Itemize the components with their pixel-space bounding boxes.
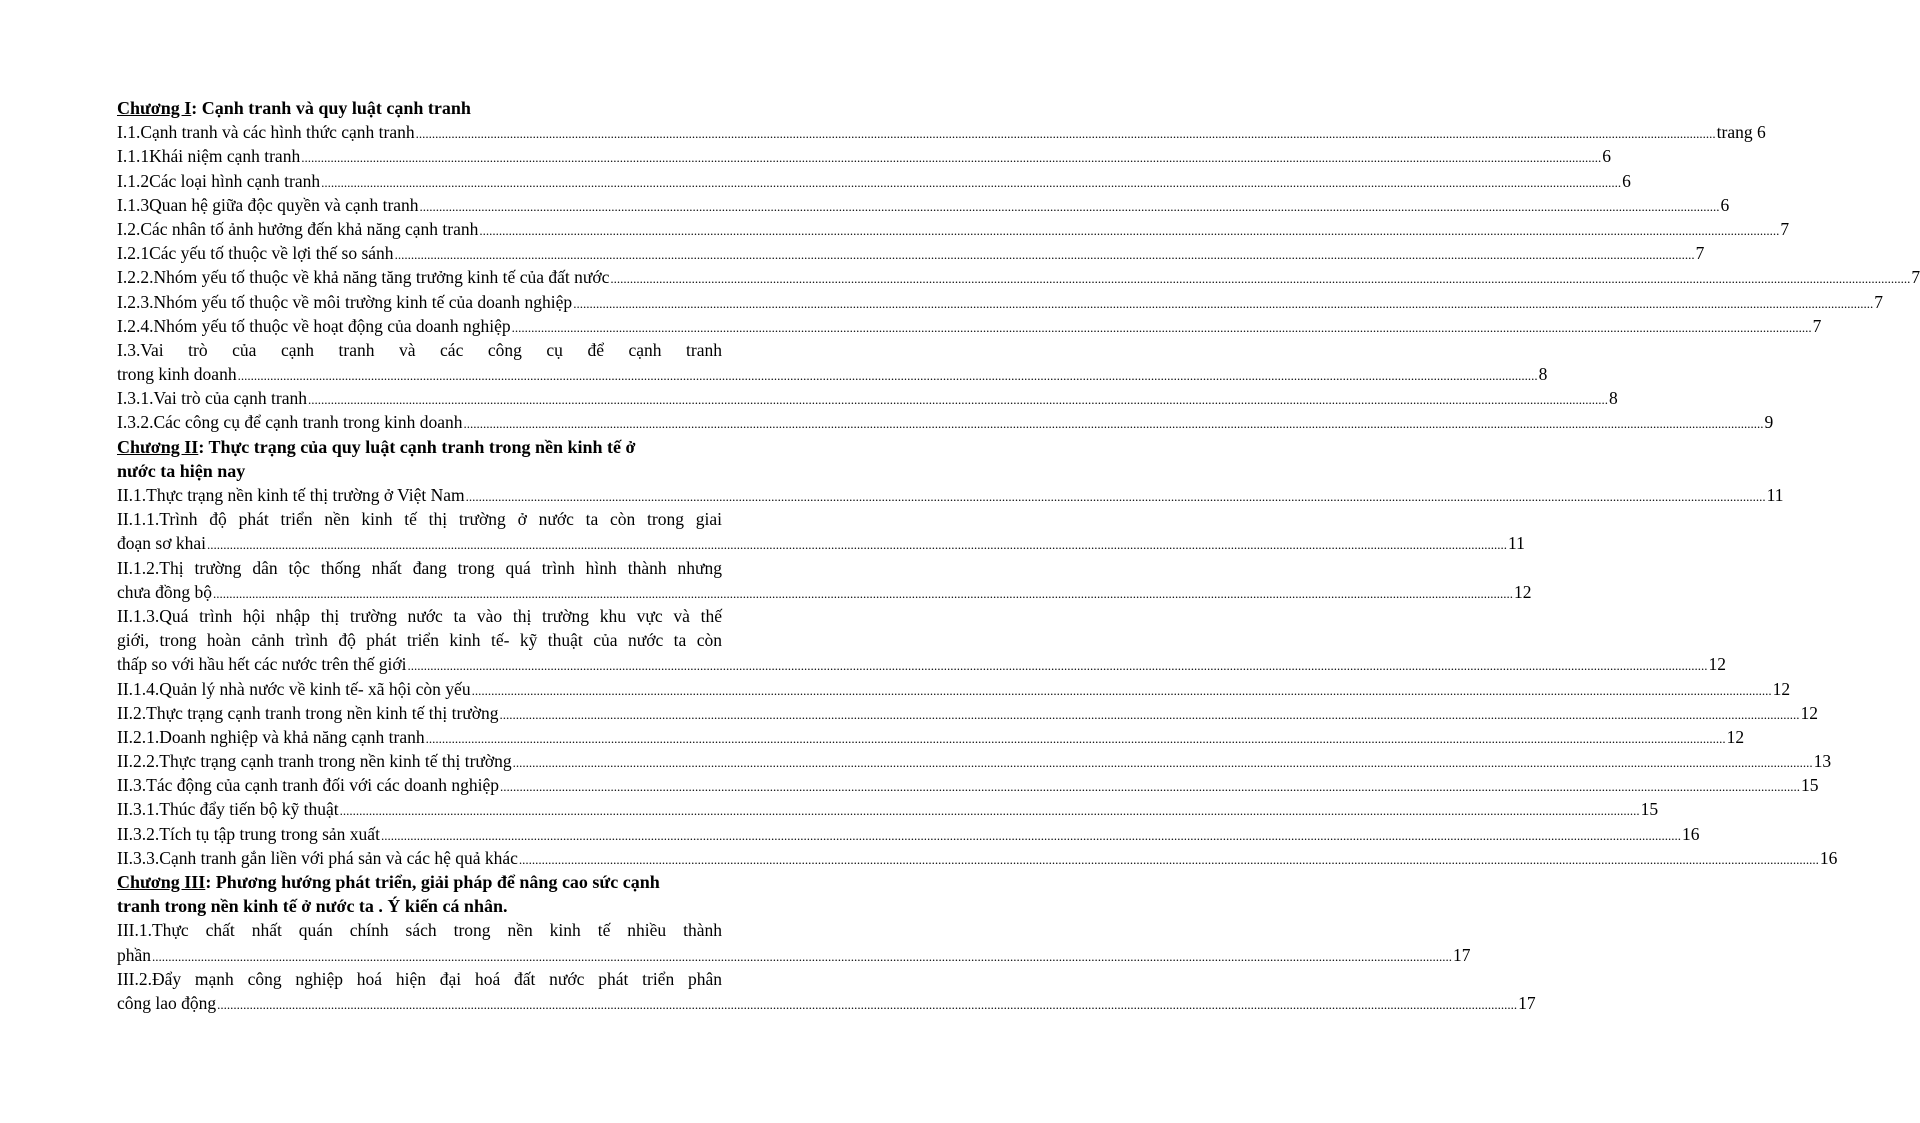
toc-entry-title: I.2.1Các yếu tố thuộc về lợi thế so sánh <box>117 243 394 264</box>
dot-leader: ................................................................................................................................................................................................................................................................................................................................................................................................................ <box>321 174 1622 190</box>
toc-page-number: 12 <box>1708 654 1726 675</box>
toc-text-line <box>117 604 722 628</box>
dot-leader: ................................................................................................................................................................................................................................................................................................................................................................................................................ <box>415 126 1716 142</box>
toc-text: III.2.Đẩy mạnh công nghiệp hoá hiện đại hoá đất nước phát triển phân <box>117 968 722 989</box>
toc-entry[interactable] <box>117 265 1920 289</box>
toc-page-number: 17 <box>1453 944 1471 965</box>
table-of-contents <box>117 96 1920 1015</box>
dot-leader: ................................................................................................................................................................................................................................................................................................................................................................................................................ <box>425 730 1726 746</box>
toc-page-number: 17 <box>1518 992 1536 1013</box>
toc-entry[interactable] <box>117 846 1838 870</box>
chapter-title: : Phương hướng phát triển, giải pháp để nâng cao sức cạnh <box>205 872 660 892</box>
toc-page-number: 15 <box>1800 775 1819 796</box>
toc-page-number: 7 <box>1695 243 1705 264</box>
dot-leader: ................................................................................................................................................................................................................................................................................................................................................................................................................ <box>573 295 1874 311</box>
toc-page-number: 7 <box>1780 218 1790 239</box>
dot-leader: ................................................................................................................................................................................................................................................................................................................................................................................................................ <box>511 319 1812 335</box>
toc-entry-title: thấp so với hầu hết các nước trên thế giới <box>117 654 407 675</box>
toc-entry-title: II.3.3.Cạnh tranh gắn liền với phá sản và các hệ quả khác <box>117 847 518 868</box>
dot-leader: ................................................................................................................................................................................................................................................................................................................................................................................................................ <box>499 779 1800 795</box>
toc-text-line <box>117 628 722 652</box>
chapter-title-cont-text: nước ta hiện nay <box>117 460 246 481</box>
toc-entry-title: II.1.4.Quản lý nhà nước về kinh tế- xã hội còn yếu <box>117 678 471 699</box>
chapter-heading <box>117 870 722 894</box>
toc-page-number: 12 <box>1726 726 1745 747</box>
toc-entry[interactable] <box>117 822 1700 846</box>
toc-text: II.1.3.Quá trình hội nhập thị trường nước ta vào thị trường khu vực và thế <box>117 605 722 626</box>
toc-entry-title: công lao động <box>117 992 217 1013</box>
toc-entry-title: I.1.1Khái niệm cạnh tranh <box>117 146 301 167</box>
dot-leader: ................................................................................................................................................................................................................................................................................................................................................................................................................ <box>512 755 1813 771</box>
chapter-label: Chương III <box>117 872 206 892</box>
dot-leader: ................................................................................................................................................................................................................................................................................................................................................................................................................ <box>465 489 1766 504</box>
dot-leader: ................................................................................................................................................................................................................................................................................................................................................................................................................ <box>237 368 1538 384</box>
toc-page-number: 16 <box>1681 823 1700 844</box>
toc-entry[interactable] <box>117 290 1883 314</box>
toc-entry-title: I.2.3.Nhóm yếu tố thuộc về môi trường kinh tế của doanh nghiệp <box>117 291 573 312</box>
toc-entry[interactable] <box>117 217 1790 241</box>
dot-leader: ................................................................................................................................................................................................................................................................................................................................................................................................................ <box>479 222 1780 238</box>
toc-entry[interactable] <box>117 144 1611 168</box>
toc-entry[interactable] <box>117 483 1784 507</box>
toc-text: II.1.1.Trình độ phát triển nền kinh tế thị trường ở nước ta còn trong giai <box>117 509 722 530</box>
toc-page-number: 8 <box>1538 364 1548 385</box>
toc-page-number: 11 <box>1766 485 1784 505</box>
toc-entry[interactable] <box>117 362 1548 386</box>
dot-leader: ................................................................................................................................................................................................................................................................................................................................................................................................................ <box>394 247 1695 263</box>
toc-entry-title: I.2.2.Nhóm yếu tố thuộc về khả năng tăng trưởng kinh tế của đất nước <box>117 267 610 288</box>
toc-entry[interactable] <box>117 797 1659 821</box>
toc-page-number: 12 <box>1772 678 1791 699</box>
toc-entry-title: II.1.Thực trạng nền kinh tế thị trường ở Việt Nam <box>117 485 465 505</box>
dot-leader: ................................................................................................................................................................................................................................................................................................................................................................................................................ <box>407 658 1708 674</box>
toc-text-line <box>117 918 722 942</box>
toc-entry[interactable] <box>117 677 1791 701</box>
toc-page-number: 11 <box>1507 533 1525 554</box>
chapter-title-continued <box>117 894 722 918</box>
dot-leader: ................................................................................................................................................................................................................................................................................................................................................................................................................ <box>339 803 1640 819</box>
dot-leader: ................................................................................................................................................................................................................................................................................................................................................................................................................ <box>217 996 1518 1012</box>
toc-text-line <box>117 338 722 362</box>
toc-page-number: 6 <box>1602 146 1611 167</box>
chapter-title: : Cạnh tranh và quy luật cạnh tranh <box>191 98 471 118</box>
toc-text: giới, trong hoàn cảnh trình độ phát triển kinh tế- kỹ thuật của nước ta còn <box>117 630 722 651</box>
dot-leader: ................................................................................................................................................................................................................................................................................................................................................................................................................ <box>471 682 1772 698</box>
toc-entry-title: đoạn sơ khai <box>117 533 206 554</box>
dot-leader: ................................................................................................................................................................................................................................................................................................................................................................................................................ <box>301 150 1602 166</box>
toc-text: III.1.Thực chất nhất quán chính sách trong nền kinh tế nhiều thành <box>117 920 722 941</box>
toc-entry[interactable] <box>117 193 1730 217</box>
chapter-heading <box>117 96 722 120</box>
toc-entry[interactable] <box>117 725 1745 749</box>
toc-entry[interactable] <box>117 386 1618 410</box>
toc-entry-title: I.1.Cạnh tranh và các hình thức cạnh tranh <box>117 122 415 143</box>
toc-page-number: 12 <box>1514 581 1532 602</box>
toc-text-line <box>117 507 722 531</box>
toc-entry-title: chưa đồng bộ <box>117 581 213 602</box>
toc-entry[interactable] <box>117 701 1819 725</box>
toc-entry-title: trong kinh doanh <box>117 364 237 385</box>
toc-page-number: 15 <box>1640 799 1659 820</box>
toc-page-number: 12 <box>1800 702 1819 723</box>
chapter-title-continued <box>117 459 722 483</box>
toc-page-number: 16 <box>1819 847 1838 868</box>
dot-leader: ................................................................................................................................................................................................................................................................................................................................................................................................................ <box>152 948 1453 964</box>
toc-entry-title: II.2.2.Thực trạng cạnh tranh trong nền kinh tế thị trường <box>117 751 512 772</box>
dot-leader: ................................................................................................................................................................................................................................................................................................................................................................................................................ <box>610 271 1911 287</box>
chapter-label: Chương I <box>117 98 192 118</box>
toc-page-number: 7 <box>1911 267 1920 288</box>
toc-entry-title: I.3.1.Vai trò của cạnh tranh <box>117 388 307 409</box>
toc-text-line <box>117 556 722 580</box>
toc-entry-title: phần <box>117 944 152 965</box>
toc-entry[interactable] <box>117 580 1532 604</box>
toc-page-number: 7 <box>1874 291 1883 312</box>
toc-entry[interactable] <box>117 314 1822 338</box>
toc-entry-title: II.3.1.Thúc đẩy tiến bộ kỹ thuật <box>117 799 339 820</box>
dot-leader: ................................................................................................................................................................................................................................................................................................................................................................................................................ <box>213 585 1514 601</box>
toc-page-number: 13 <box>1813 751 1832 772</box>
toc-entry-title: II.2.Thực trạng cạnh tranh trong nền kinh tế thị trường <box>117 702 499 723</box>
toc-entry-title: I.2.4.Nhóm yếu tố thuộc về hoạt động của doanh nghiệp <box>117 315 511 336</box>
toc-page-number: 9 <box>1764 412 1774 433</box>
dot-leader: ................................................................................................................................................................................................................................................................................................................................................................................................................ <box>518 851 1819 867</box>
toc-entry[interactable] <box>117 241 1705 265</box>
toc-entry-title: II.2.1.Doanh nghiệp và khả năng cạnh tranh <box>117 726 425 747</box>
toc-page-number: trang 6 <box>1716 122 1766 143</box>
chapter-heading <box>117 435 722 459</box>
toc-entry-title: I.1.3Quan hệ giữa độc quyền và cạnh tranh <box>117 194 419 215</box>
toc-entry-title: II.3.Tác động của cạnh tranh đối với các doanh nghiệp <box>117 775 499 796</box>
dot-leader: ................................................................................................................................................................................................................................................................................................................................................................................................................ <box>380 827 1681 843</box>
toc-entry[interactable] <box>117 410 1774 434</box>
toc-text: I.3.Vai trò của cạnh tranh và các công cụ để cạnh tranh <box>117 339 722 360</box>
toc-page-number: 6 <box>1720 194 1730 215</box>
dot-leader: ................................................................................................................................................................................................................................................................................................................................................................................................................ <box>463 416 1764 432</box>
toc-entry-title: I.2.Các nhân tố ảnh hưởng đến khả năng cạnh tranh <box>117 218 479 239</box>
toc-entry-title: I.1.2Các loại hình cạnh tranh <box>117 170 321 191</box>
toc-entry[interactable] <box>117 652 1726 676</box>
toc-entry-title: I.3.2.Các công cụ để cạnh tranh trong kinh doanh <box>117 412 463 433</box>
toc-entry[interactable] <box>117 120 1766 144</box>
toc-entry[interactable] <box>117 991 1536 1015</box>
dot-leader: ................................................................................................................................................................................................................................................................................................................................................................................................................ <box>499 706 1800 722</box>
toc-text-line <box>117 967 722 991</box>
chapter-title-cont-text: tranh trong nền kinh tế ở nước ta . Ý kiến cá nhân. <box>117 896 508 917</box>
dot-leader: ................................................................................................................................................................................................................................................................................................................................................................................................................ <box>206 537 1507 553</box>
chapter-label: Chương II <box>117 436 199 457</box>
toc-entry-title: II.3.2.Tích tụ tập trung trong sản xuất <box>117 823 380 844</box>
toc-page-number: 8 <box>1609 388 1618 409</box>
chapter-title: : Thực trạng của quy luật cạnh tranh trong nền kinh tế ở <box>198 436 636 457</box>
dot-leader: ................................................................................................................................................................................................................................................................................................................................................................................................................ <box>419 198 1720 214</box>
toc-page-number: 6 <box>1622 170 1631 191</box>
toc-entry[interactable] <box>117 749 1832 773</box>
dot-leader: ................................................................................................................................................................................................................................................................................................................................................................................................................ <box>308 392 1608 408</box>
toc-entry[interactable] <box>117 169 1631 193</box>
toc-text: II.1.2.Thị trường dân tộc thống nhất đang trong quá trình hình thành nhưng <box>117 557 722 578</box>
toc-entry[interactable] <box>117 531 1525 555</box>
toc-entry[interactable] <box>117 943 1471 967</box>
toc-page-number: 7 <box>1812 315 1822 336</box>
toc-entry[interactable] <box>117 773 1819 797</box>
